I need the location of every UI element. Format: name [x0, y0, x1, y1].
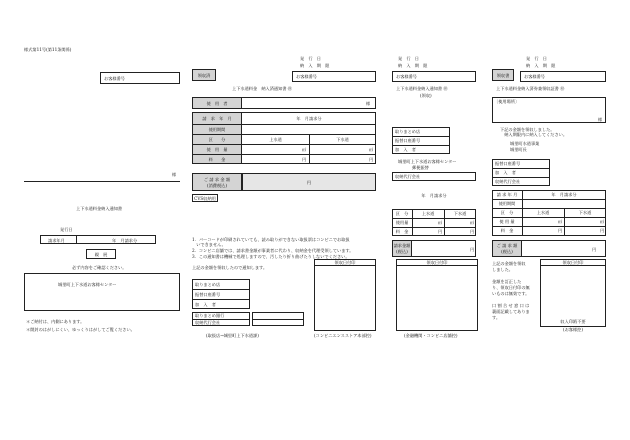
col2-bill-label: 請 求 年 月	[202, 116, 232, 121]
left-notice-title: 上下水道料金納入通知書	[76, 206, 123, 211]
col2-receipt-tag-label: 領収済	[197, 73, 211, 78]
col4-total-label: ご 請 求 額	[496, 243, 518, 248]
col3-bill-value: 年 月請求分	[421, 193, 447, 198]
form-id: 様式第11号(第11条関係)	[24, 47, 72, 52]
col3-payer-label: 取りまとめ店	[395, 129, 421, 134]
col4-fee-yen-water: 円	[558, 228, 563, 233]
col4-total-yen: 円	[592, 247, 597, 252]
col4-subscriber-label: 加 入 者	[495, 170, 516, 175]
col4-receipt-msg-2: 納入期限内に納入してください。	[500, 132, 568, 137]
col2-receipt-note: 上記の金額を領収したので通知します。	[192, 265, 268, 270]
col2-title: 上下水道料金 納入済通知書 ㊞	[232, 86, 292, 91]
col4-category-label: 区 分	[500, 210, 514, 215]
left-issue-date: 発行日	[60, 227, 73, 232]
col2-usage-label: 使 用 量	[206, 147, 228, 152]
col4-usage-unit-sewer: ㎥	[600, 219, 605, 224]
col4-water: 上水道	[536, 210, 550, 215]
col2-cvs-label: CVS収納用	[194, 196, 216, 201]
col4-title: 上下水道料金納入済券兼領収証書 ㊞	[496, 86, 565, 91]
col2-sama: 様	[366, 101, 371, 106]
col3-title: 上下水道料金納入通知書 ㊞	[396, 86, 448, 91]
col4-usage-place: 〔使用場所〕	[494, 99, 520, 104]
col4-msg-2: しました。	[492, 267, 513, 272]
col3-usage-unit-sewer: ㎥	[470, 220, 475, 225]
left-office-box	[24, 273, 180, 311]
col2-footer-a: (取扱店→城里町上下水道課)	[206, 333, 259, 338]
col4-msg-5: いものは無効です。	[492, 291, 530, 296]
col4-tax-note: (税込)	[501, 249, 513, 254]
col3-collector-label: 収納代行会社	[395, 174, 421, 179]
col4-usage-label: 使 用 量	[499, 219, 515, 224]
col3-fee-label: 料 金	[395, 229, 409, 234]
col3-office2: 郵便振替	[412, 165, 429, 170]
col2-customer-no: お客様番号	[296, 74, 317, 79]
col4-due-date: 納 入 期 限	[526, 63, 556, 68]
col3-usage-label: 使用量	[395, 220, 409, 225]
col3-stamp-box	[396, 259, 478, 331]
col3-issue-date: 発 行 日	[398, 56, 419, 61]
col4-collector-label: 収納代行会社	[495, 179, 521, 184]
col4-fee-label: 料 金	[500, 228, 514, 233]
col2-stamp-box-title: 領収日付印	[334, 260, 356, 265]
left-note-1: ＊ご納付は、内側にあります。	[26, 319, 85, 324]
left-office: 城里町上下水道お客様センター	[58, 282, 117, 287]
col4-bill-label: 請 求 年 月	[496, 192, 518, 197]
col3-customer-no: お客様番号	[396, 74, 417, 79]
col2-footer-b: (コンビニエンスストア本部控)	[314, 333, 372, 338]
left-bill-month-value: 年 月請求分	[112, 238, 138, 243]
col3-water: 上水道	[421, 211, 435, 216]
col3-sub: (領収)	[420, 93, 432, 98]
left-bill-month-label: 請求年月	[48, 238, 65, 243]
col4-msg-1: 上記の金額を領収	[492, 261, 526, 266]
col2-stamp-box	[314, 259, 376, 331]
col2-fee-yen-water: 円	[302, 157, 307, 162]
col4-stamp-box	[540, 259, 606, 327]
col4-town2: 城里町長	[510, 147, 527, 152]
col3-due-date: 納 入 期 限	[398, 63, 428, 68]
col4-fee-yen-sewer: 円	[600, 228, 605, 233]
col2-total-yen: 円	[306, 180, 312, 185]
col4-msg-4: り、領収日付印の無	[492, 285, 530, 290]
left-sama: 様	[172, 172, 177, 177]
col2-payer-label: 取りまとめ店	[195, 282, 221, 287]
col2-category-label: 区 分	[208, 137, 226, 142]
col4-receipt-tag-label: 領収書	[496, 73, 510, 78]
left-stamp: 親 展	[94, 252, 108, 257]
col2-note-1: 1．バーコードが印刷されていても、読み取りができない取扱票はコンビニでお取扱	[192, 237, 350, 242]
col2-period-label: 使用期間	[208, 127, 226, 132]
col2-bank-code-label: 振替口座番号	[195, 292, 221, 297]
col2-tax-note: (消費税込)	[206, 183, 228, 188]
col4-receipt-msg-1: 下記の金額を領収しました。	[500, 127, 555, 132]
col3-tax-note: (税込)	[396, 249, 408, 254]
col2-issue-date: 発 行 日	[300, 56, 321, 61]
left-divider	[24, 181, 180, 182]
col2-subscriber-label: 加 入 者	[195, 302, 216, 307]
col2-fee-label: 料 金	[208, 157, 226, 162]
col2-note-2: いできません。	[192, 242, 226, 247]
col2-total-label: ご 請 求 金 額	[203, 177, 231, 182]
col4-bill-value: 年 月請求分	[551, 192, 577, 197]
col4-period-label: 使用期間	[498, 201, 516, 206]
col2-water: 上水道	[269, 137, 282, 142]
col4-msg-7: 裏面記載してありま	[492, 309, 530, 314]
col4-customer-no: お客様番号	[524, 74, 545, 79]
col3-fee-yen-water: 円	[438, 229, 443, 234]
col4-bank-code-label: 振替口座番号	[495, 161, 521, 166]
col3-subscriber-label: 加 入 者	[395, 147, 416, 152]
col4-usage-unit-water: ㎥	[558, 219, 563, 224]
col2-user-label: 使 用 者	[206, 101, 228, 106]
col4-stamp-box-title: 領収日付印	[562, 260, 584, 265]
col2-note-3: 2．コンビニ店舗では、請求書金額が事業者に代わり、収納金を代理受領しています。	[192, 248, 354, 253]
col2-collector-label: 収納代行会社	[195, 320, 221, 325]
col3-footer: (金融機関・コンビニ店舗控)	[404, 333, 458, 338]
col2-bill-value: 年 月請求分	[296, 116, 322, 121]
col3-sewer: 下水道	[453, 211, 467, 216]
left-note-2: ＊開封のはがしにくい、ゆっくりはがしてご覧ください。	[26, 327, 135, 332]
col3-category-label: 区 分	[395, 211, 409, 216]
col2-usage-unit-sewer: ㎥	[369, 147, 374, 152]
col4-msg-6: 口 割 合 せ 窓 口 は	[492, 303, 530, 308]
col3-office: 城里町上下水道お客様センター	[398, 159, 457, 164]
left-open-note: 必ず内容をご確認ください。	[72, 265, 127, 270]
col3-bank-code-label: 振替口座番号	[395, 138, 421, 143]
col2-usage-unit-water: ㎥	[302, 147, 307, 152]
col4-msg-3: 金額を訂正した	[492, 279, 522, 284]
col4-town: 城里町水道事業	[510, 141, 540, 146]
col3-total-yen: 円	[470, 247, 475, 252]
col4-sewer: 下水道	[578, 210, 592, 215]
col4-footer: (お客様控)	[562, 327, 584, 332]
col4-msg-8: す。	[492, 315, 501, 320]
col3-fee-yen-sewer: 円	[470, 229, 475, 234]
col2-note-4: 3．この通知書は機械で処理しますので、汚したり折り曲げたりしないでください。	[192, 254, 350, 259]
left-customer-no-label: お客様番号	[104, 76, 125, 81]
col2-fee-yen-sewer: 円	[369, 157, 374, 162]
col4-stamp-note: 収入印紙不要	[560, 319, 586, 324]
col2-due-date: 納 入 期 限	[300, 63, 330, 68]
col3-usage-unit-water: ㎥	[438, 220, 443, 225]
col4-issue-date: 発 行 日	[526, 56, 547, 61]
col3-total-label: 請求金額	[393, 243, 411, 248]
col3-stamp-box-title: 領収日付印	[426, 260, 448, 265]
col4-sama: 様	[598, 117, 603, 122]
col2-bank-label: 取りまとめ銀行	[195, 313, 225, 318]
col2-sewer: 下水道	[336, 137, 349, 142]
